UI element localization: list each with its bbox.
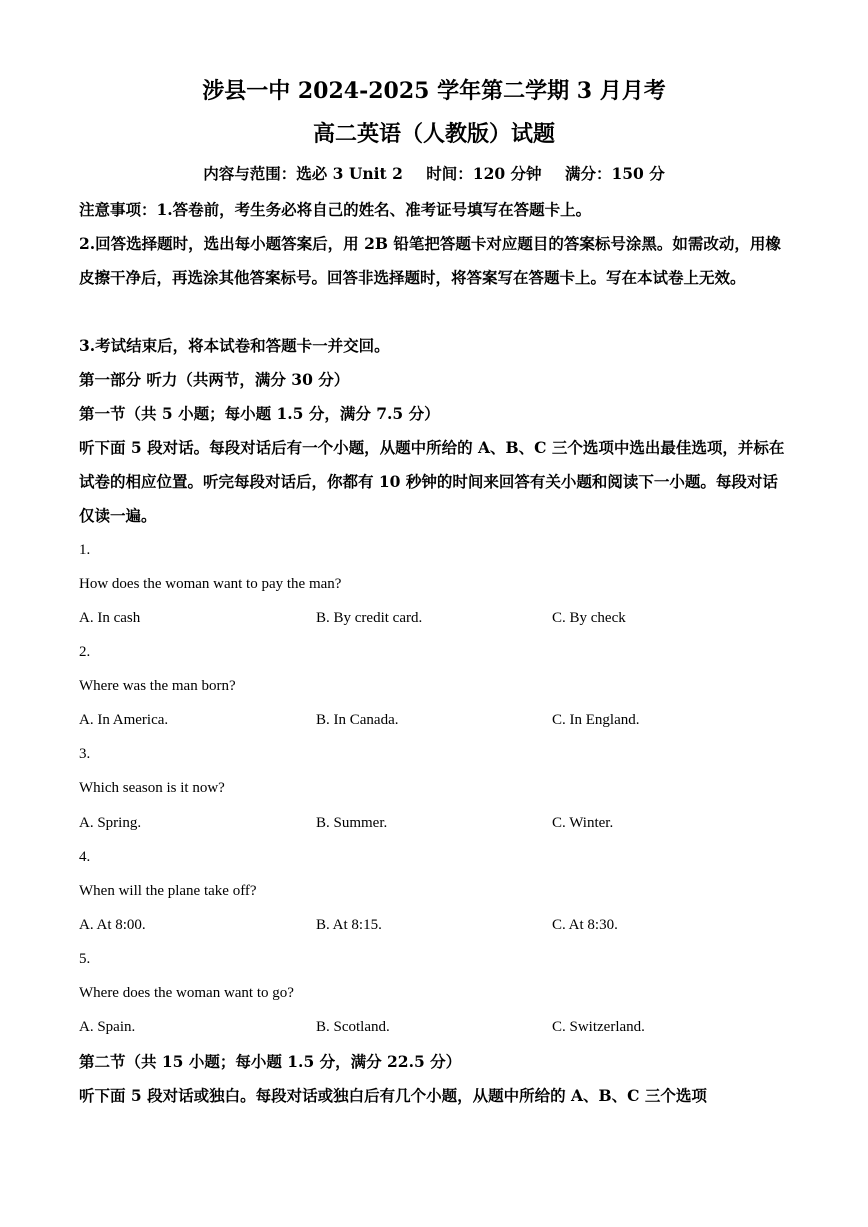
exam-meta bbox=[0, 160, 868, 188]
note-3: 3.考试结束后，将本试卷和答题卡一并交回。 bbox=[79, 336, 390, 355]
question-number: 2. bbox=[79, 644, 91, 660]
note-1: 注意事项：1.答卷前，考生务必将自己的姓名、准考证号填写在答题卡上。 bbox=[79, 200, 592, 219]
option-a: A. In America. bbox=[79, 712, 169, 728]
exam-title: 涉县一中 2024-2025 学年第二学期 3 月月考 bbox=[202, 78, 666, 104]
question-options bbox=[79, 908, 791, 942]
part1-heading: 第一部分 听力（共两节，满分 30 分） bbox=[79, 370, 350, 389]
exam-scope: 内容与范围：选必 3 Unit 2 bbox=[203, 164, 403, 183]
question-number: 4. bbox=[79, 849, 91, 865]
option-c: C. Winter. bbox=[552, 815, 614, 831]
option-c: C. At 8:30. bbox=[552, 917, 618, 933]
option-a: A. In cash bbox=[79, 610, 141, 626]
exam-time: 时间：120 分钟 bbox=[426, 164, 542, 183]
section1-heading: 第一节（共 5 小题；每小题 1.5 分，满分 7.5 分） bbox=[79, 404, 440, 423]
question-options bbox=[79, 703, 791, 737]
option-b: B. By credit card. bbox=[316, 610, 423, 626]
option-c: C. Switzerland. bbox=[552, 1019, 645, 1035]
question-stem: Which season is it now? bbox=[79, 780, 225, 796]
section2-instructions: 听下面 5 段对话或独白。每段对话或独白后有几个小题，从题中所给的 A、B、C 三个选项 bbox=[79, 1086, 707, 1105]
option-b: B. Scotland. bbox=[316, 1019, 390, 1035]
question-stem: When will the plane take off? bbox=[79, 883, 257, 899]
question-options bbox=[79, 601, 791, 635]
option-a: A. Spring. bbox=[79, 815, 142, 831]
question-number: 3. bbox=[79, 746, 91, 762]
question-stem: Where does the woman want to go? bbox=[79, 985, 294, 1001]
option-c: C. In England. bbox=[552, 712, 640, 728]
option-b: B. In Canada. bbox=[316, 712, 399, 728]
option-b: B. At 8:15. bbox=[316, 917, 382, 933]
section2-heading: 第二节（共 15 小题；每小题 1.5 分，满分 22.5 分） bbox=[79, 1052, 462, 1071]
exam-subtitle: 高二英语（人教版）试题 bbox=[312, 121, 555, 147]
question-stem: How does the woman want to pay the man? bbox=[79, 576, 342, 592]
question-options bbox=[79, 806, 791, 840]
exam-score: 满分：150 分 bbox=[564, 164, 665, 183]
option-c: C. By check bbox=[552, 610, 626, 626]
note-2: 2.回答选择题时，选出每小题答案后，用 2B 铅笔把答题卡对应题目的答案标号涂黑。如需改动，用橡皮擦干净后，再选涂其他答案标号。回答非选择题时，将答案写在答题卡上。写在本试卷上无效。 bbox=[79, 234, 781, 287]
option-a: A. Spain. bbox=[79, 1019, 136, 1035]
question-stem: Where was the man born? bbox=[79, 678, 236, 694]
question-number: 1. bbox=[79, 542, 91, 558]
option-b: B. Summer. bbox=[316, 815, 388, 831]
question-options bbox=[79, 1010, 791, 1044]
section1-instructions: 听下面 5 段对话。每段对话后有一个小题，从题中所给的 A、B、C 三个选项中选出最佳选项，并标在试卷的相应位置。听完每段对话后，你都有 10 秒钟的时间来回答有关小题和阅读下一小题。每段对话仅读一遍。 bbox=[79, 438, 785, 525]
option-a: A. At 8:00. bbox=[79, 917, 146, 933]
question-number: 5. bbox=[79, 951, 91, 967]
